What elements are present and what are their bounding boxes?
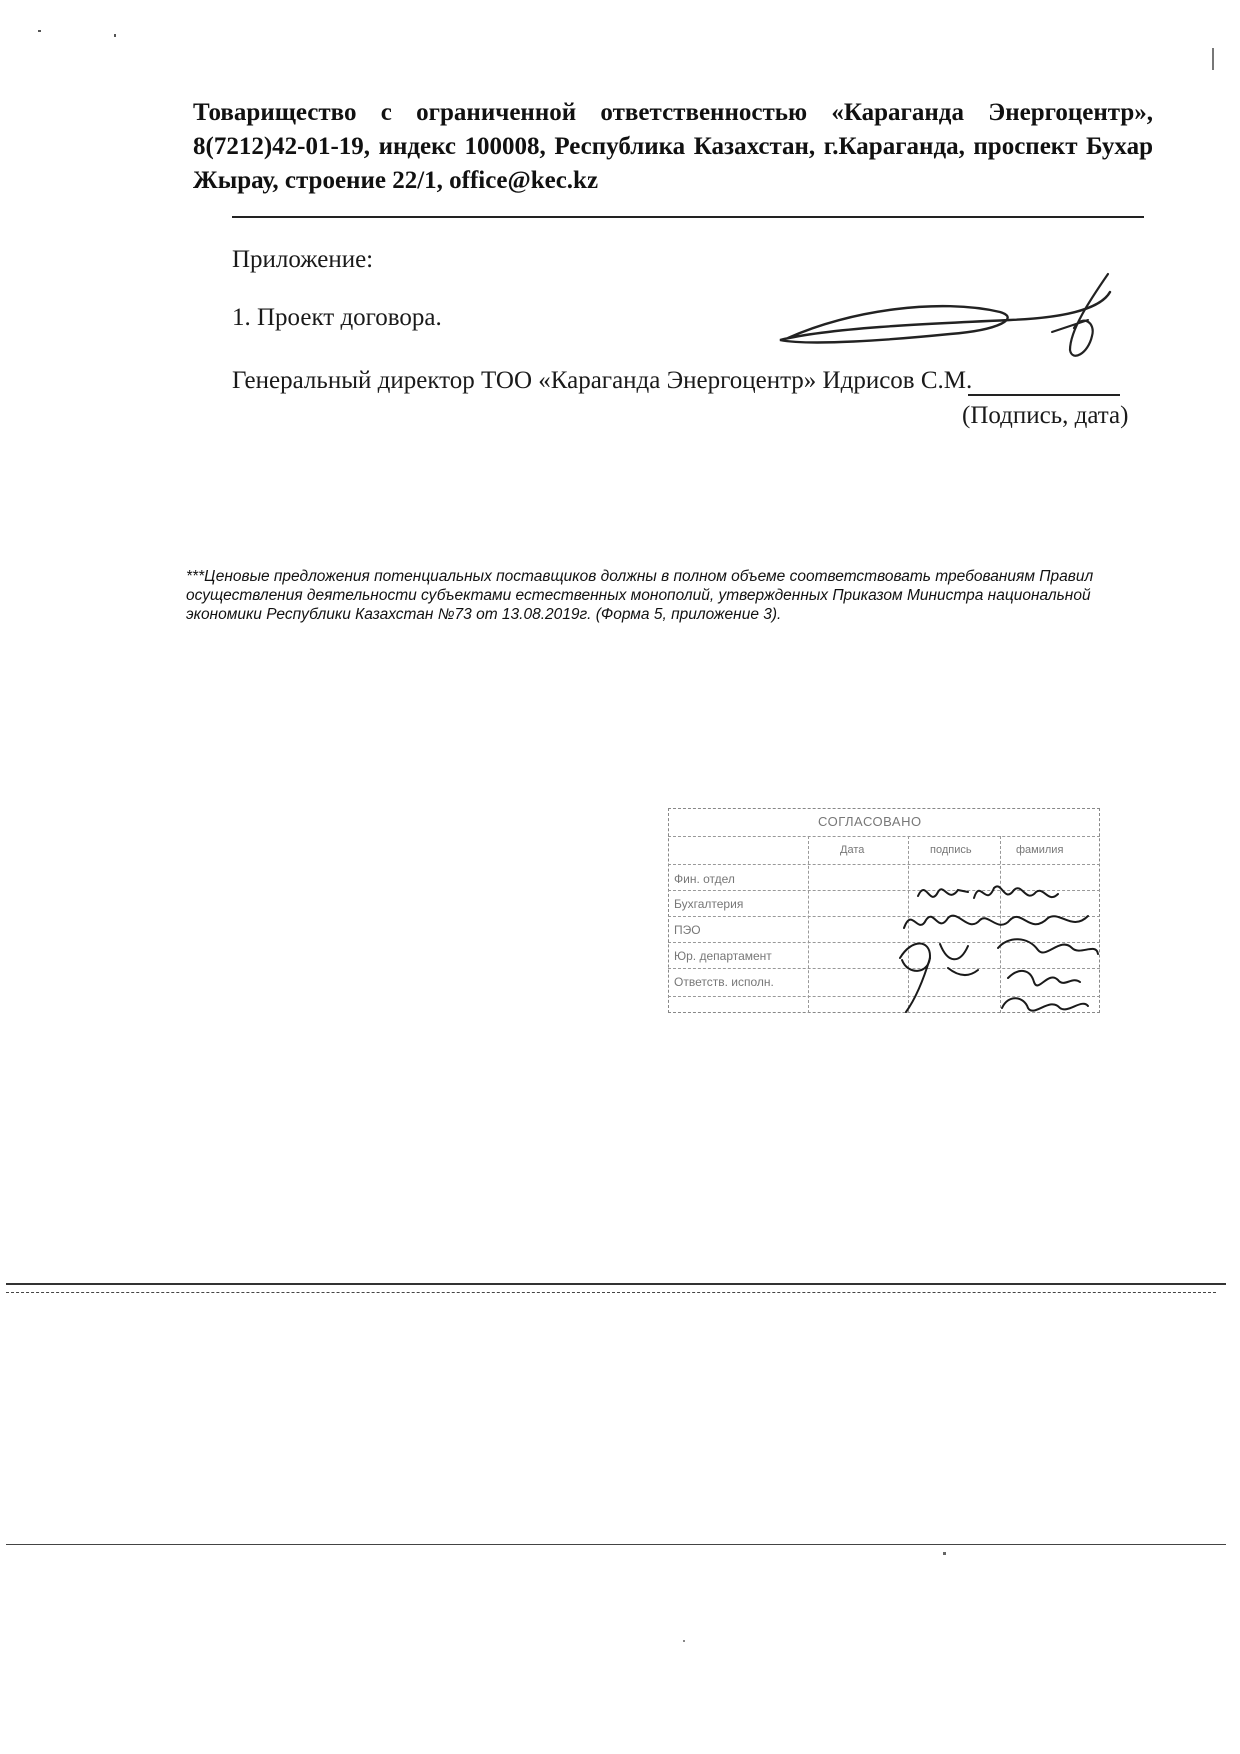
attachment-item: 1. Проект договора.: [232, 304, 442, 331]
approval-stamp: [668, 808, 1100, 1013]
stamp-column-date: Дата: [840, 844, 865, 856]
organization-header: Товарищество с ограниченной ответственностью «Караганда Энергоцентр», 8(7212)42-01-19, индекс 100008, Республика Казахстан, г.Караганда, проспект Бухар Жырау, строение 22/1, office@kec.kz: [193, 99, 1153, 194]
attachment-heading: Приложение:: [232, 246, 374, 273]
signature-blank-line: [968, 394, 1120, 396]
perforation-line: [6, 1283, 1226, 1285]
scan-speck: [38, 30, 41, 32]
bottom-rule: [6, 1544, 1226, 1545]
stamp-row-accounting: Бухгалтерия: [674, 897, 744, 911]
stamp-column-surname: фамилия: [1016, 844, 1064, 856]
stamp-row-peo: ПЭО: [674, 923, 701, 937]
scan-edge-mark: [1212, 48, 1214, 70]
scan-speck: [943, 1552, 946, 1555]
stamp-row-legal: Юр. департамент: [674, 949, 772, 963]
scan-speck: [683, 1640, 685, 1642]
scan-speck: [114, 34, 116, 37]
stamp-row-finance: Фин. отдел: [674, 872, 735, 886]
perforation-line: [6, 1292, 1216, 1293]
stamp-row-responsible: Ответств. исполн.: [674, 975, 774, 989]
pricing-footnote: ***Ценовые предложения потенциальных поставщиков должны в полном объеме соответствовать требованиям Правил осуществления деятельности субъектами естественных монополий, утвержденных Приказом Министра национальной экономики Республики Казахстан №73 от 13.08.2019г. (Форма 5, приложение 3).: [186, 568, 1094, 623]
header-rule: [232, 216, 1144, 218]
stamp-title: СОГЛАСОВАНО: [818, 814, 922, 829]
director-signature: [770, 270, 1120, 370]
approval-signatures: [668, 808, 1100, 1013]
stamp-column-signature: подпись: [930, 844, 972, 856]
signatory-line: Генеральный директор ТОО «Караганда Энергоцентр» Идрисов С.М.: [232, 367, 973, 394]
signature-caption: (Подпись, дата): [962, 402, 1129, 429]
